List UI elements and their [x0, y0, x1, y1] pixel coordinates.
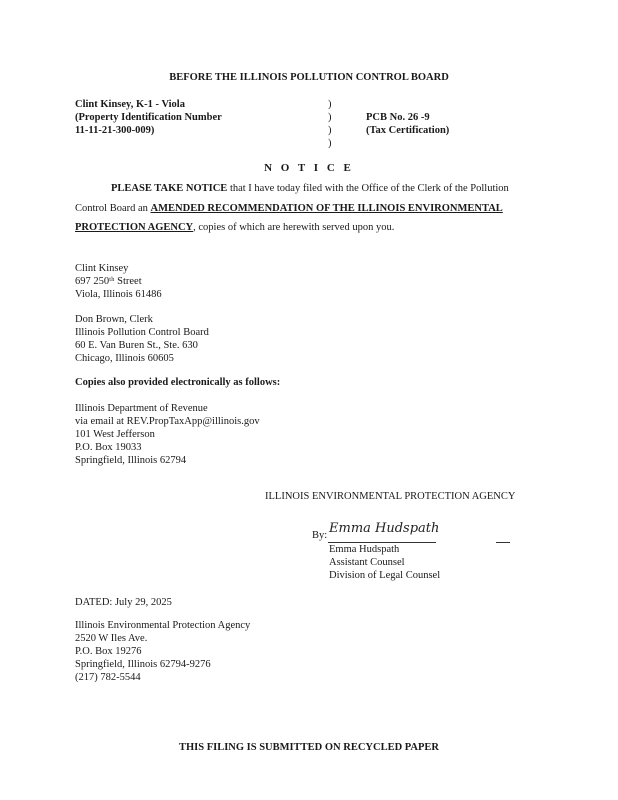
by-label: By: — [312, 530, 328, 541]
agency-name: ILLINOIS ENVIRONMENTAL PROTECTION AGENCY — [265, 491, 516, 502]
electronic-line: 101 West Jefferson — [75, 429, 155, 440]
filing-title: AMENDED RECOMMENDATION OF THE ILLINOIS ENVIRONMENTAL — [150, 203, 503, 214]
recipient-line: Chicago, Illinois 60605 — [75, 353, 174, 364]
dated-line: DATED: July 29, 2025 — [75, 597, 172, 608]
signer-division: Division of Legal Counsel — [329, 570, 441, 581]
caption-pin: 11-11-21-300-009) — [75, 125, 155, 136]
electronic-line: Illinois Department of Revenue — [75, 403, 208, 414]
electronic-line: P.O. Box 19033 — [75, 442, 142, 453]
caption-paren: ) — [328, 99, 332, 110]
case-number: PCB No. 26 -9 — [366, 112, 430, 123]
notice-line-1 — [111, 183, 509, 195]
electronic-heading: Copies also provided electronically as follows: — [75, 377, 281, 388]
caption-paren: ) — [328, 125, 332, 136]
sender-line: Illinois Environmental Protection Agency — [75, 620, 251, 631]
sender-line: P.O. Box 19276 — [75, 646, 142, 657]
notice-line-1-text: that I have today filed with the Office of the Clerk of the Pollution — [227, 183, 509, 194]
recipient-line: 60 E. Van Buren St., Ste. 630 — [75, 340, 198, 351]
notice-line-2-text: Control Board an — [75, 203, 151, 214]
electronic-line: via email at REV.PropTaxApp@illinois.gov — [75, 416, 260, 427]
handwritten-signature: Emma Hudspath — [329, 521, 440, 536]
notice-line-3-text: , copies of which are herewith served upon you. — [193, 222, 395, 233]
sender-line: Springfield, Illinois 62794-9276 — [75, 659, 211, 670]
notice-line-3 — [75, 222, 394, 234]
electronic-line: Springfield, Illinois 62794 — [75, 455, 187, 466]
please-take-notice: PLEASE TAKE NOTICE — [111, 183, 228, 194]
signature-line-end — [496, 542, 510, 543]
caption-paren: ) — [328, 112, 332, 123]
caption-paren: ) — [328, 138, 332, 149]
recipient-line: 697 250ᵗʰ Street — [75, 276, 142, 287]
filing-title-cont: PROTECTION AGENCY — [75, 222, 194, 233]
sender-phone: (217) 782-5544 — [75, 672, 141, 683]
case-type: (Tax Certification) — [366, 125, 450, 136]
recipient-line: Viola, Illinois 61486 — [75, 289, 162, 300]
recipient-line: Don Brown, Clerk — [75, 314, 153, 325]
recipient-line: Illinois Pollution Control Board — [75, 327, 209, 338]
caption-pin-label: (Property Identification Number — [75, 112, 222, 123]
notice-line-2 — [75, 203, 503, 215]
recycled-paper-footer: THIS FILING IS SUBMITTED ON RECYCLED PAPER — [178, 742, 440, 753]
notice-title: N O T I C E — [264, 162, 354, 174]
signature-line — [328, 542, 436, 543]
board-title: BEFORE THE ILLINOIS POLLUTION CONTROL BOARD — [169, 72, 449, 83]
caption-party: Clint Kinsey, K-1 - Viola — [75, 99, 185, 110]
signer-name: Emma Hudspath — [329, 544, 400, 555]
recipient-line: Clint Kinsey — [75, 263, 129, 274]
sender-line: 2520 W Iles Ave. — [75, 633, 148, 644]
signer-title: Assistant Counsel — [329, 557, 405, 568]
